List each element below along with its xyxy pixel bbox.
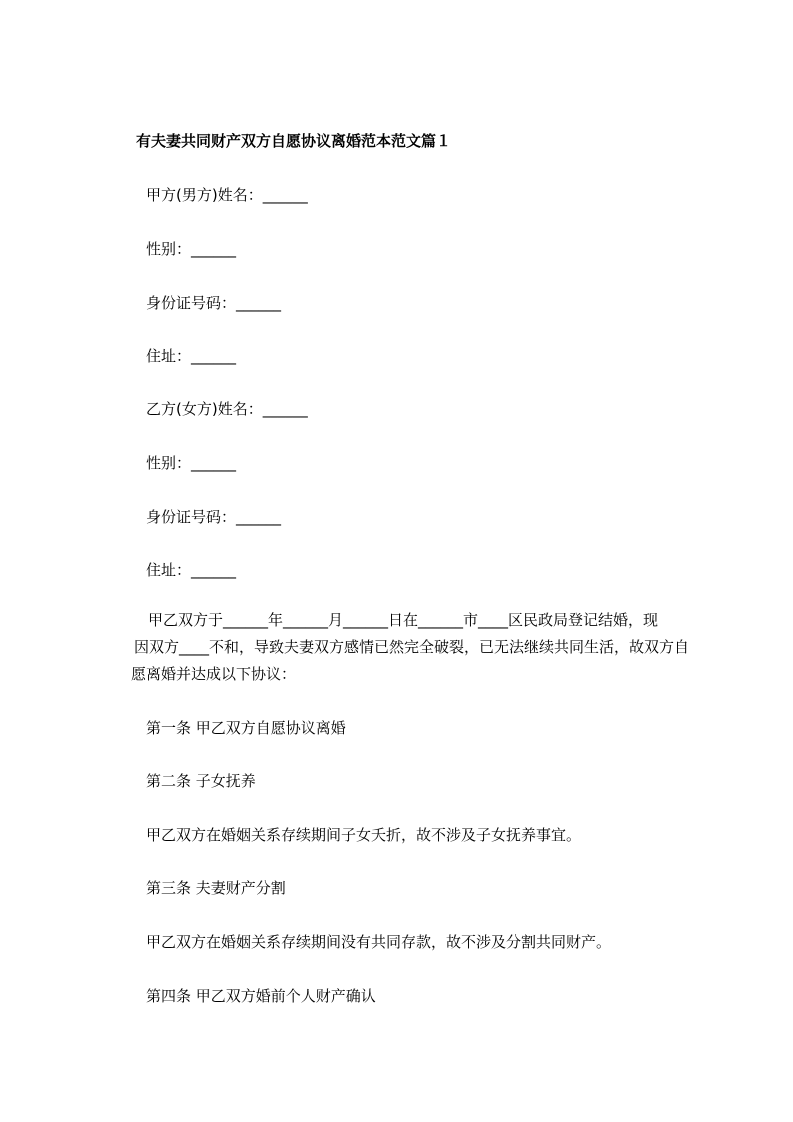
party-b-name-line: 乙方(女方)姓名：______ <box>146 400 308 418</box>
article-2-heading: 第二条 子女抚养 <box>146 772 256 790</box>
article-3-body: 甲乙双方在婚姻关系存续期间没有共同存款，故不涉及分割共同财产。 <box>146 933 612 951</box>
article-2-body: 甲乙双方在婚姻关系存续期间子女夭折，故不涉及子女抚养事宜。 <box>146 826 582 844</box>
party-b-address-line: 住址：______ <box>146 561 237 579</box>
party-b-gender-line: 性别：______ <box>146 454 237 472</box>
article-1-heading: 第一条 甲乙双方自愿协议离婚 <box>146 719 346 737</box>
document-title: 有夫妻共同财产双方自愿协议离婚范本范文篇１ <box>136 132 452 150</box>
party-a-address-line: 住址：______ <box>146 347 237 365</box>
intro-line-1: 甲乙双方于______年______月______日在______市____区民政局登记结婚，现 <box>148 611 659 629</box>
article-4-heading: 第四条 甲乙双方婚前个人财产确认 <box>146 987 376 1005</box>
party-a-name-line: 甲方(男方)姓名：______ <box>146 186 308 204</box>
party-a-id-line: 身份证号码：______ <box>146 294 282 312</box>
article-3-heading: 第三条 夫妻财产分割 <box>146 879 286 897</box>
intro-line-3: 愿离婚并达成以下协议： <box>131 665 297 683</box>
party-b-id-line: 身份证号码：______ <box>146 508 282 526</box>
party-a-gender-line: 性别：______ <box>146 240 237 258</box>
intro-line-2: 因双方____不和，导致夫妻双方感情已然完全破裂，已无法继续共同生活，故双方自 <box>134 638 690 656</box>
